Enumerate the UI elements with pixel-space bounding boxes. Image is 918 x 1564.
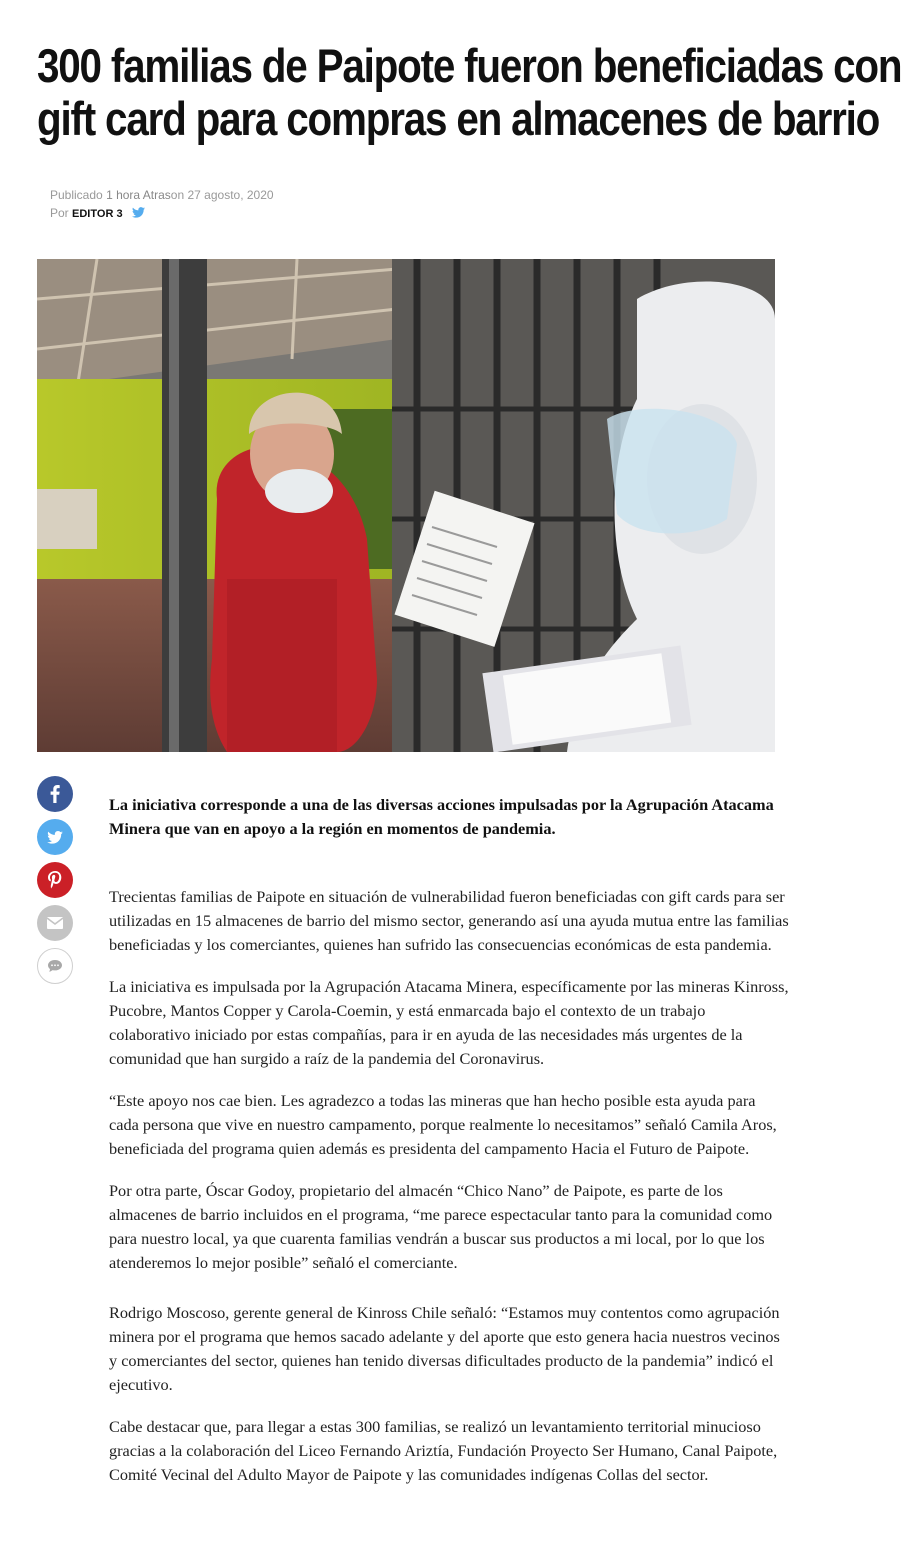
author-link[interactable]: EDITOR 3: [72, 208, 123, 220]
facebook-share-button[interactable]: [37, 776, 73, 812]
hero-photo: [37, 259, 775, 752]
twitter-icon: [47, 831, 63, 844]
email-share-button[interactable]: [37, 905, 73, 941]
publish-line: [50, 186, 274, 204]
publish-date: 27 agosto, 2020: [187, 188, 274, 202]
article-lead: La iniciativa corresponde a una de las diversas acciones impulsadas por la Agrupación Atacama Minera que van en apoyo a la región en momentos de pandemia.: [109, 795, 774, 839]
author-line: [50, 204, 274, 223]
author-twitter-icon[interactable]: [132, 205, 145, 223]
hero-photo-illustration: [37, 259, 775, 752]
paragraph-5: Rodrigo Moscoso, gerente general de Kinross Chile señaló: “Estamos muy contentos como agrupación minera por el programa que hemos sacado adelante y del aporte que esto genera hacia nuestros vecinos y comerciantes del sector, quienes han tenido diversas dificultades producto de la pandemia” indicó el ejecutivo.: [109, 1303, 780, 1394]
paragraph-4: Por otra parte, Óscar Godoy, propietario del almacén “Chico Nano” de Paipote, es parte de los almacenes de barrio incluidos en el programa, “me parece espectacular tanto para la comunidad como para nuestro local, ya que cuarenta familias vendrán a buscar sus productos a mi local, por lo que los atenderemos lo mejor posible” señaló el comerciante.: [109, 1181, 773, 1272]
pinterest-icon: [48, 871, 62, 889]
published-prefix: Publicado: [50, 188, 103, 202]
comments-button[interactable]: [37, 948, 73, 984]
facebook-icon: [50, 785, 60, 803]
paragraph-3: “Este apoyo nos cae bien. Les agradezco a todas las mineras que han hecho posible esta ayuda para cada persona que vive en nuestro campamento, porque realmente lo necesitamos” señaló Camila Aros, beneficiada del programa quien además es presidenta del campamento Hacia el Futuro de Paipote.: [109, 1091, 777, 1158]
paragraph-2: La iniciativa es impulsada por la Agrupación Atacama Minera, específicamente por las mineras Kinross, Pucobre, Mantos Copper y Carola-Coemin, y está enmarcada bajo el contexto de un trabajo colaborativo iniciado por estas compañías, para ir en ayuda de las necesidades más urgentes de la comunidad que han surgido a raíz de la pandemia del Coronavirus.: [109, 977, 789, 1068]
article-body: [109, 885, 789, 1505]
pinterest-share-button[interactable]: [37, 862, 73, 898]
share-bar: [37, 776, 74, 991]
by-word: Por: [50, 206, 69, 220]
paragraph-1: Trecientas familias de Paipote en situación de vulnerabilidad fueron beneficiadas con gift cards para ser utilizadas en 15 almacenes de barrio del mismo sector, generando así una ayuda mutua entre las familias beneficiadas y los comerciantes, quienes han sufrido las consecuencias económicas de esta pandemia.: [109, 887, 789, 954]
comment-icon: [47, 959, 63, 973]
twitter-share-button[interactable]: [37, 819, 73, 855]
paragraph-6: Cabe destacar que, para llegar a estas 300 familias, se realizó un levantamiento territorial minucioso gracias a la colaboración del Liceo Fernando Ariztía, Fundación Proyecto Ser Humano, Canal Paipote, Comité Vecinal del Adulto Mayor de Paipote y las comunidades indígenas Collas del sector.: [109, 1417, 778, 1484]
article-title: 300 familias de Paipote fueron beneficiadas con gift card para compras en almacenes de barrio: [37, 39, 902, 146]
on-word: on: [170, 188, 185, 202]
email-icon: [47, 917, 63, 929]
article-meta: [50, 186, 274, 223]
relative-time: 1 hora Atras: [106, 188, 171, 202]
